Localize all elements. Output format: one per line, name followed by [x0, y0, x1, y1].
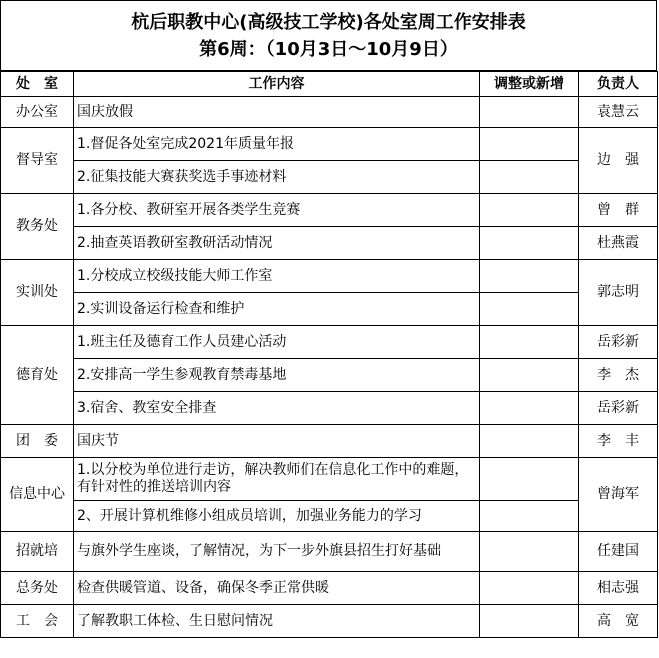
page-title: 杭后职教中心(高级技工学校)各处室周工作安排表 [131, 12, 526, 33]
task-cell: 2.抽查英语教研室教研活动情况 [74, 227, 480, 260]
person-cell: 郭志明 [579, 260, 658, 326]
person-cell: 李 杰 [579, 359, 658, 392]
table-row [1, 227, 658, 260]
person-cell: 杜燕霞 [579, 227, 658, 260]
dept-cell: 工 会 [1, 605, 74, 638]
table-row [1, 161, 658, 194]
task-cell: 国庆放假 [74, 97, 480, 128]
task-cell: 与旗外学生座谈，了解情况，为下一步外旗县招生打好基础 [74, 532, 480, 572]
change-cell [480, 97, 579, 128]
dept-cell: 实训处 [1, 260, 74, 326]
dept-cell: 总务处 [1, 572, 74, 605]
table-row [1, 194, 658, 227]
person-cell: 边 强 [579, 128, 658, 194]
task-cell: 1.分校成立校级技能大师工作室 [74, 260, 480, 293]
change-cell [480, 458, 579, 501]
table-row [1, 425, 658, 458]
person-cell: 曾海军 [579, 458, 658, 532]
week-subtitle: 第6周：（10月3日～10月9日） [199, 39, 458, 60]
task-cell: 1.督促各处室完成2021年质量年报 [74, 128, 480, 161]
change-cell [480, 572, 579, 605]
change-cell [480, 501, 579, 532]
dept-cell: 招就培 [1, 532, 74, 572]
task-cell: 2.实训设备运行检查和维护 [74, 293, 480, 326]
dept-cell: 办公室 [1, 97, 74, 128]
change-cell [480, 128, 579, 161]
dept-cell: 德育处 [1, 326, 74, 425]
task-cell: 1.以分校为单位进行走访，解决教师们在信息化工作中的难题，有针对性的推送培训内容 [74, 458, 480, 501]
person-cell: 曾 群 [579, 194, 658, 227]
change-cell [480, 359, 579, 392]
table-row [1, 605, 658, 638]
table-row [1, 326, 658, 359]
task-cell: 2.征集技能大赛获奖选手事迹材料 [74, 161, 480, 194]
schedule-table [0, 71, 658, 638]
task-cell: 1.各分校、教研室开展各类学生竞赛 [74, 194, 480, 227]
task-cell: 3.宿舍、教室安全排查 [74, 392, 480, 425]
task-cell: 2.安排高一学生参观教育禁毒基地 [74, 359, 480, 392]
change-cell [480, 194, 579, 227]
table-row [1, 359, 658, 392]
header-person: 负责人 [579, 72, 658, 97]
person-cell: 袁慧云 [579, 97, 658, 128]
table-row [1, 572, 658, 605]
task-cell: 1.班主任及德育工作人员建心活动 [74, 326, 480, 359]
table-row [1, 97, 658, 128]
table-row [1, 458, 658, 501]
dept-cell: 团 委 [1, 425, 74, 458]
change-cell [480, 605, 579, 638]
table-row [1, 392, 658, 425]
header-row [1, 72, 658, 97]
dept-cell: 教务处 [1, 194, 74, 260]
task-cell: 2、开展计算机维修小组成员培训，加强业务能力的学习 [74, 501, 480, 532]
person-cell: 岳彩新 [579, 392, 658, 425]
header-task: 工作内容 [74, 72, 480, 97]
dept-cell: 督导室 [1, 128, 74, 194]
change-cell [480, 293, 579, 326]
task-cell: 了解教职工体检、生日慰问情况 [74, 605, 480, 638]
table-row [1, 128, 658, 161]
table-row [1, 501, 658, 532]
dept-cell: 信息中心 [1, 458, 74, 532]
header-change: 调整或新增 [480, 72, 579, 97]
table-row [1, 293, 658, 326]
change-cell [480, 227, 579, 260]
person-cell: 相志强 [579, 572, 658, 605]
task-cell: 检查供暖管道、设备，确保冬季正常供暖 [74, 572, 480, 605]
table-row [1, 532, 658, 572]
person-cell: 任建国 [579, 532, 658, 572]
task-cell: 国庆节 [74, 425, 480, 458]
person-cell: 岳彩新 [579, 326, 658, 359]
change-cell [480, 260, 579, 293]
change-cell [480, 326, 579, 359]
header-dept: 处 室 [1, 72, 74, 97]
title-box [0, 0, 657, 71]
person-cell: 李 丰 [579, 425, 658, 458]
person-cell: 高 宽 [579, 605, 658, 638]
change-cell [480, 161, 579, 194]
change-cell [480, 392, 579, 425]
table-row [1, 260, 658, 293]
change-cell [480, 532, 579, 572]
change-cell [480, 425, 579, 458]
